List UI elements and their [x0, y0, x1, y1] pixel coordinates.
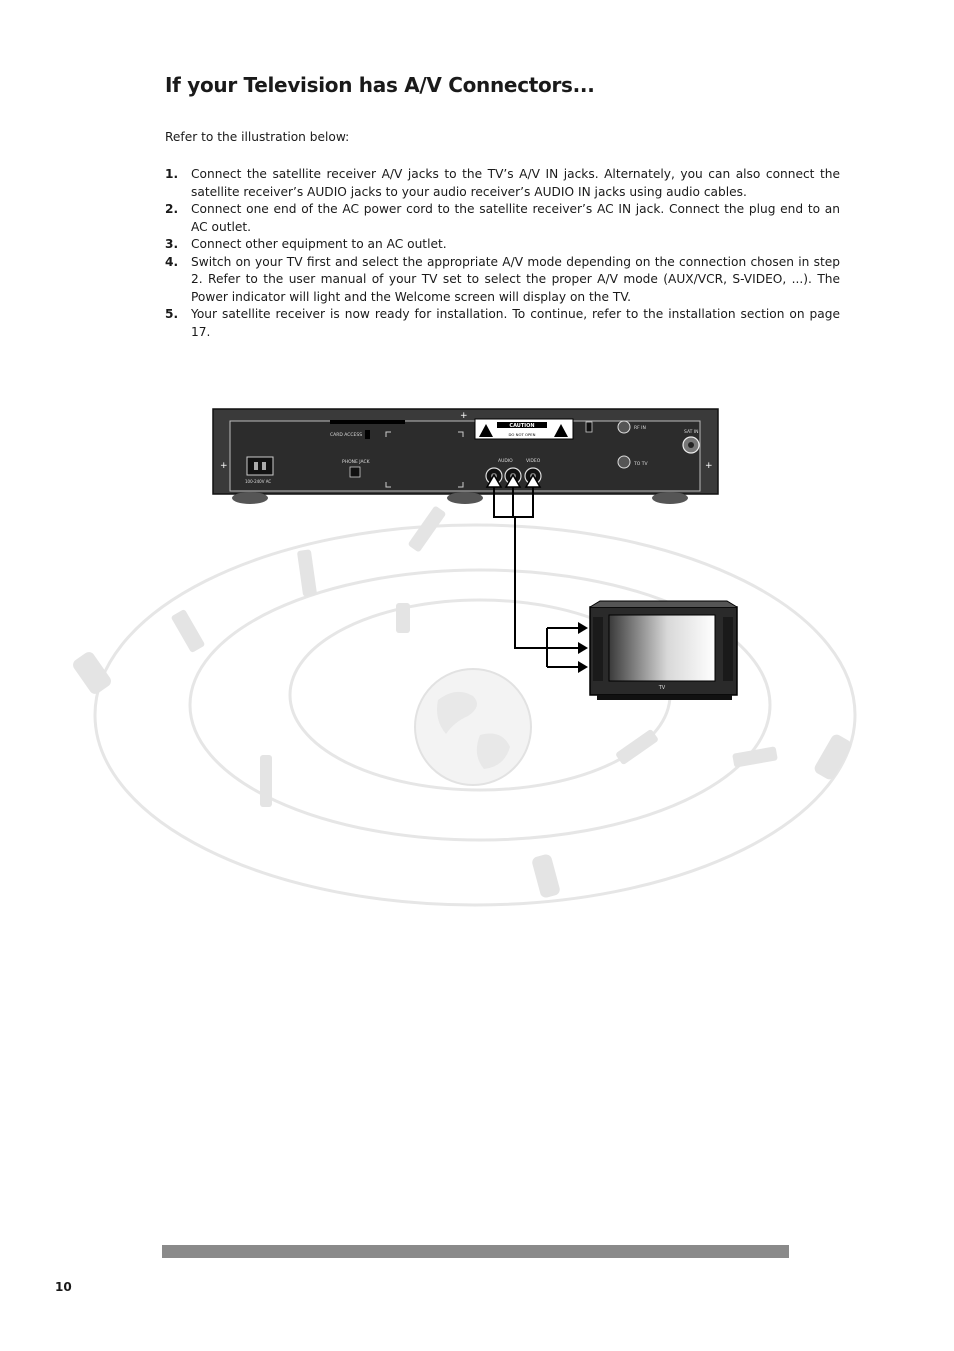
cable-trunk: [515, 517, 547, 648]
rf-in-connector: [618, 421, 630, 433]
receiver-back-panel: [230, 421, 700, 491]
step-text: Connect one end of the AC power cord to the satellite receiver’s AC IN jack. Connect the plug end to an AC outlet.: [191, 202, 840, 234]
tv-screen: [609, 615, 715, 681]
receiver-foot: [447, 492, 483, 504]
step-item: [165, 236, 840, 254]
screw-icon: +: [220, 461, 228, 471]
right-arrow-icon: [578, 661, 588, 673]
card-access-label: CARD ACCESS: [330, 433, 363, 438]
page-number: 10: [55, 1280, 72, 1294]
ac-pin: [262, 462, 266, 470]
caution-text: CAUTION: [509, 423, 535, 429]
satellite-icon: [260, 755, 272, 807]
step-text: Switch on your TV first and select the appropriate A/V mode depending on the connection chosen in step 2. Refer to the user manual of your TV set to select the proper A/V mode (AUX/VCR, S-VIDEO, ...). The Power indicator will light and the Welcome screen will display on the TV.: [191, 254, 840, 304]
ac-in-label: 100-240V AC: [245, 479, 272, 484]
receiver-foot: [232, 492, 268, 504]
tv-label: TV: [658, 685, 666, 691]
globe-icon: [415, 669, 531, 785]
tv-speaker-right: [723, 617, 733, 681]
video-label: VIDEO: [526, 459, 541, 464]
screw-icon: +: [460, 411, 468, 421]
satellite-icon: [297, 549, 317, 597]
satellite-icon: [171, 609, 206, 653]
rf-in-label: RF IN: [634, 426, 646, 431]
satellite-icon: [812, 732, 853, 781]
step-number: 5.: [165, 307, 179, 321]
satellite-icon: [71, 650, 114, 697]
connector-center: [688, 442, 694, 448]
television: [590, 601, 737, 700]
connection-illustration: [60, 395, 880, 925]
right-arrow-icon: [578, 622, 588, 634]
step-number: 3.: [165, 237, 179, 251]
step-number: 1.: [165, 167, 179, 181]
ac-in-socket: [247, 457, 273, 475]
channel-switch: [586, 422, 592, 432]
step-text: Your satellite receiver is now ready for installation. To continue, refer to the installation section on page 17.: [191, 307, 840, 339]
step-number: 4.: [165, 254, 179, 269]
caution-sub-text: DO NOT OPEN: [508, 432, 536, 437]
step-item: [165, 306, 840, 341]
ac-pin: [254, 462, 258, 470]
to-tv-label: TO TV: [634, 462, 648, 467]
satellite-icon: [396, 603, 410, 633]
satellite-receiver: [213, 409, 718, 504]
right-arrow-icon: [578, 642, 588, 654]
step-number: 2.: [165, 202, 179, 216]
tv-base: [597, 695, 732, 700]
intro-text: Refer to the illustration below:: [165, 130, 350, 144]
tv-speaker-left: [593, 617, 603, 681]
card-access-port: [365, 430, 370, 439]
phone-jack-port: [350, 467, 360, 477]
screw-icon: +: [705, 461, 713, 471]
step-text: Connect the satellite receiver A/V jacks to the TV’s A/V IN jacks. Alternately, you can also connect the satellite receiver’s AUDIO jacks to your audio receiver’s AUDIO IN jacks using audio cables.: [191, 167, 840, 199]
cable-leads: [547, 628, 580, 667]
tv-top: [590, 601, 737, 607]
satellite-icon: [531, 853, 561, 899]
step-text: Connect other equipment to an AC outlet.: [191, 237, 447, 251]
phone-jack-label: PHONE JACK: [342, 460, 370, 465]
card-slot: [330, 420, 405, 424]
step-item: [165, 254, 840, 307]
step-item: [165, 166, 840, 201]
satellite-icon: [408, 505, 447, 552]
steps-list: [165, 166, 840, 341]
footer-bar: [162, 1245, 789, 1258]
receiver-foot: [652, 492, 688, 504]
sat-in-label: SAT IN: [684, 430, 699, 435]
audio-label: AUDIO: [498, 459, 513, 464]
page-title: If your Television has A/V Connectors...: [165, 73, 595, 97]
to-tv-connector: [618, 456, 630, 468]
satellite-icon: [615, 729, 659, 766]
step-item: [165, 201, 840, 236]
